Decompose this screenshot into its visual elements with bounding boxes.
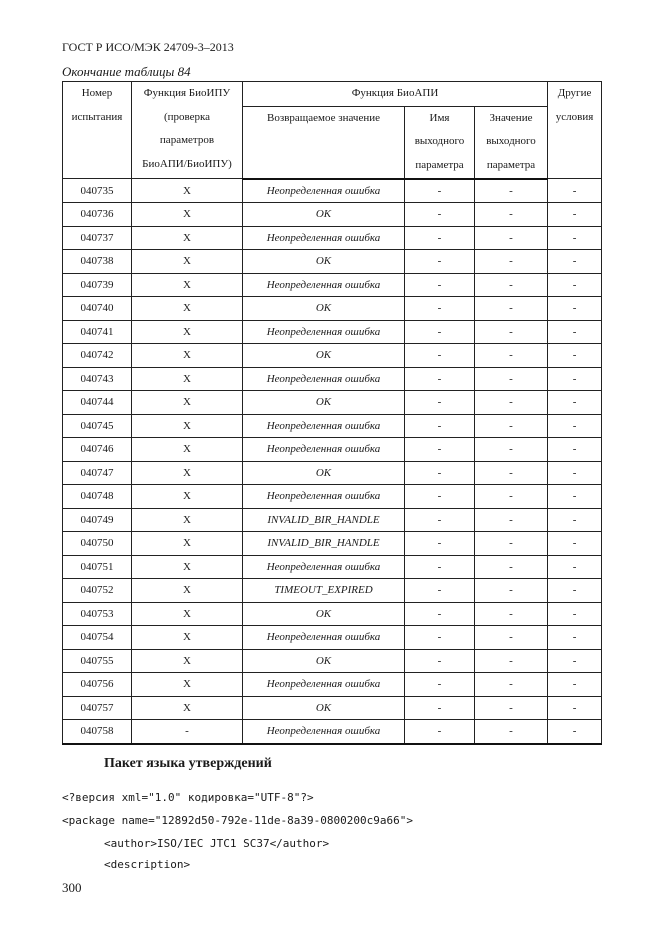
table-row [63, 391, 602, 415]
cell-bioipu-mark: X [132, 391, 243, 415]
cell-bioipu-mark: X [132, 320, 243, 344]
cell-output-name: - [405, 273, 475, 297]
table-body [63, 179, 602, 744]
cell-output-value: - [475, 344, 548, 368]
table-row [63, 344, 602, 368]
cell-bioipu-mark: X [132, 461, 243, 485]
cell-return-value: Неопределенная ошибка [243, 273, 405, 297]
cell-output-name: - [405, 626, 475, 650]
cell-output-value: - [475, 508, 548, 532]
cell-bioipu-mark: X [132, 626, 243, 650]
table-row [63, 485, 602, 509]
cell-bioipu-mark: X [132, 179, 243, 203]
header-bioipu-function: Функция БиоИПУ (проверка параметров БиоАПИ/БиоИПУ) [132, 82, 243, 179]
cell-test-number: 040742 [63, 344, 132, 368]
table-row [63, 367, 602, 391]
cell-return-value: Неопределенная ошибка [243, 367, 405, 391]
cell-other-conditions: - [548, 579, 602, 603]
cell-other-conditions: - [548, 673, 602, 697]
cell-bioipu-mark: X [132, 414, 243, 438]
table-row [63, 203, 602, 227]
header-output-param-name: Имя выходного параметра [405, 106, 475, 179]
cell-return-value: Неопределенная ошибка [243, 720, 405, 744]
cell-bioipu-mark: X [132, 203, 243, 227]
cell-test-number: 040738 [63, 250, 132, 274]
cell-output-name: - [405, 297, 475, 321]
cell-test-number: 040757 [63, 696, 132, 720]
cell-test-number: 040745 [63, 414, 132, 438]
cell-test-number: 040739 [63, 273, 132, 297]
cell-output-value: - [475, 179, 548, 203]
cell-other-conditions: - [548, 485, 602, 509]
cell-output-value: - [475, 485, 548, 509]
cell-output-name: - [405, 649, 475, 673]
cell-bioipu-mark: X [132, 273, 243, 297]
cell-test-number: 040758 [63, 720, 132, 744]
cell-other-conditions: - [548, 414, 602, 438]
cell-return-value: INVALID_BIR_HANDLE [243, 532, 405, 556]
cell-output-value: - [475, 532, 548, 556]
cell-return-value: Неопределенная ошибка [243, 485, 405, 509]
cell-output-value: - [475, 626, 548, 650]
table-row [63, 532, 602, 556]
cell-output-value: - [475, 555, 548, 579]
cell-return-value: Неопределенная ошибка [243, 555, 405, 579]
cell-output-value: - [475, 649, 548, 673]
cell-other-conditions: - [548, 250, 602, 274]
cell-output-name: - [405, 250, 475, 274]
cell-output-name: - [405, 532, 475, 556]
cell-return-value: Неопределенная ошибка [243, 414, 405, 438]
cell-output-name: - [405, 179, 475, 203]
cell-output-name: - [405, 696, 475, 720]
cell-bioipu-mark: X [132, 508, 243, 532]
cell-output-name: - [405, 320, 475, 344]
code-line: <author>ISO/IEC JTC1 SC37</author> [104, 837, 330, 850]
cell-bioipu-mark: X [132, 673, 243, 697]
cell-bioipu-mark: X [132, 367, 243, 391]
cell-return-value: Неопределенная ошибка [243, 179, 405, 203]
cell-other-conditions: - [548, 367, 602, 391]
cell-output-name: - [405, 673, 475, 697]
cell-return-value: INVALID_BIR_HANDLE [243, 508, 405, 532]
cell-return-value: Неопределенная ошибка [243, 673, 405, 697]
cell-bioipu-mark: X [132, 438, 243, 462]
table-row [63, 602, 602, 626]
cell-bioipu-mark: X [132, 696, 243, 720]
cell-bioipu-mark: - [132, 720, 243, 744]
section-title: Пакет языка утверждений [104, 756, 272, 771]
cell-output-name: - [405, 344, 475, 368]
table-row [63, 696, 602, 720]
cell-other-conditions: - [548, 602, 602, 626]
cell-other-conditions: - [548, 696, 602, 720]
cell-output-value: - [475, 438, 548, 462]
cell-return-value: OK [243, 391, 405, 415]
cell-test-number: 040743 [63, 367, 132, 391]
cell-bioipu-mark: X [132, 649, 243, 673]
cell-test-number: 040736 [63, 203, 132, 227]
cell-test-number: 040751 [63, 555, 132, 579]
cell-output-name: - [405, 414, 475, 438]
cell-output-name: - [405, 508, 475, 532]
cell-return-value: OK [243, 297, 405, 321]
cell-output-value: - [475, 203, 548, 227]
cell-return-value: OK [243, 696, 405, 720]
cell-other-conditions: - [548, 203, 602, 227]
cell-test-number: 040746 [63, 438, 132, 462]
cell-output-value: - [475, 273, 548, 297]
cell-return-value: Неопределенная ошибка [243, 226, 405, 250]
cell-bioipu-mark: X [132, 485, 243, 509]
results-table [62, 81, 602, 745]
header-other-conditions: Другие условия [548, 82, 602, 179]
code-line: <package name="12892d50-792e-11de-8a39-0800200c9a66"> [62, 814, 413, 827]
cell-output-name: - [405, 485, 475, 509]
cell-test-number: 040753 [63, 602, 132, 626]
cell-test-number: 040747 [63, 461, 132, 485]
cell-test-number: 040756 [63, 673, 132, 697]
cell-output-value: - [475, 579, 548, 603]
table-row [63, 438, 602, 462]
cell-output-value: - [475, 696, 548, 720]
cell-other-conditions: - [548, 344, 602, 368]
cell-other-conditions: - [548, 320, 602, 344]
header-bioapi-function: Функция БиоАПИ [243, 82, 548, 107]
cell-test-number: 040735 [63, 179, 132, 203]
cell-output-name: - [405, 602, 475, 626]
cell-output-value: - [475, 250, 548, 274]
cell-bioipu-mark: X [132, 555, 243, 579]
table-row [63, 297, 602, 321]
cell-return-value: OK [243, 602, 405, 626]
cell-return-value: Неопределенная ошибка [243, 320, 405, 344]
cell-output-name: - [405, 367, 475, 391]
table-caption: Окончание таблицы 84 [62, 64, 191, 79]
cell-bioipu-mark: X [132, 532, 243, 556]
cell-bioipu-mark: X [132, 226, 243, 250]
cell-other-conditions: - [548, 555, 602, 579]
cell-return-value: OK [243, 344, 405, 368]
cell-other-conditions: - [548, 649, 602, 673]
cell-other-conditions: - [548, 297, 602, 321]
cell-output-value: - [475, 461, 548, 485]
cell-return-value: TIMEOUT_EXPIRED [243, 579, 405, 603]
cell-return-value: OK [243, 649, 405, 673]
cell-other-conditions: - [548, 532, 602, 556]
code-line: <description> [104, 858, 191, 871]
table-row [63, 250, 602, 274]
table-row [63, 720, 602, 744]
page-number: 300 [62, 880, 82, 895]
cell-other-conditions: - [548, 273, 602, 297]
cell-return-value: Неопределенная ошибка [243, 626, 405, 650]
cell-test-number: 040749 [63, 508, 132, 532]
cell-output-value: - [475, 367, 548, 391]
cell-output-name: - [405, 226, 475, 250]
table-row [63, 414, 602, 438]
cell-other-conditions: - [548, 438, 602, 462]
code-line: <?версия xml="1.0" кодировка="UTF-8"?> [62, 791, 314, 804]
cell-output-name: - [405, 720, 475, 744]
cell-output-name: - [405, 461, 475, 485]
cell-return-value: OK [243, 203, 405, 227]
cell-output-value: - [475, 673, 548, 697]
table-row [63, 673, 602, 697]
cell-output-name: - [405, 579, 475, 603]
table-row [63, 226, 602, 250]
cell-other-conditions: - [548, 179, 602, 203]
cell-other-conditions: - [548, 720, 602, 744]
table-row [63, 649, 602, 673]
cell-output-value: - [475, 414, 548, 438]
cell-output-name: - [405, 555, 475, 579]
table-row [63, 579, 602, 603]
header-test-number: Номер испытания [63, 82, 132, 179]
table-row [63, 461, 602, 485]
table-row [63, 555, 602, 579]
document-header: ГОСТ Р ИСО/МЭК 24709-3–2013 [62, 40, 234, 54]
cell-test-number: 040744 [63, 391, 132, 415]
cell-other-conditions: - [548, 226, 602, 250]
table-row [63, 626, 602, 650]
cell-bioipu-mark: X [132, 297, 243, 321]
cell-test-number: 040754 [63, 626, 132, 650]
cell-output-name: - [405, 438, 475, 462]
table-row [63, 508, 602, 532]
cell-output-value: - [475, 297, 548, 321]
cell-output-value: - [475, 602, 548, 626]
table-row [63, 179, 602, 203]
cell-test-number: 040752 [63, 579, 132, 603]
cell-other-conditions: - [548, 626, 602, 650]
cell-test-number: 040748 [63, 485, 132, 509]
header-return-value: Возвращаемое значение [243, 106, 405, 179]
cell-other-conditions: - [548, 508, 602, 532]
cell-bioipu-mark: X [132, 579, 243, 603]
cell-return-value: Неопределенная ошибка [243, 438, 405, 462]
cell-bioipu-mark: X [132, 344, 243, 368]
cell-test-number: 040750 [63, 532, 132, 556]
cell-test-number: 040737 [63, 226, 132, 250]
cell-test-number: 040755 [63, 649, 132, 673]
cell-return-value: OK [243, 461, 405, 485]
cell-output-value: - [475, 391, 548, 415]
cell-output-value: - [475, 320, 548, 344]
cell-other-conditions: - [548, 391, 602, 415]
cell-output-value: - [475, 720, 548, 744]
cell-output-name: - [405, 203, 475, 227]
cell-bioipu-mark: X [132, 250, 243, 274]
table-row [63, 320, 602, 344]
cell-output-value: - [475, 226, 548, 250]
cell-test-number: 040740 [63, 297, 132, 321]
cell-bioipu-mark: X [132, 602, 243, 626]
cell-test-number: 040741 [63, 320, 132, 344]
cell-other-conditions: - [548, 461, 602, 485]
table-row [63, 273, 602, 297]
header-output-param-value: Значение выходного параметра [475, 106, 548, 179]
cell-return-value: OK [243, 250, 405, 274]
cell-output-name: - [405, 391, 475, 415]
